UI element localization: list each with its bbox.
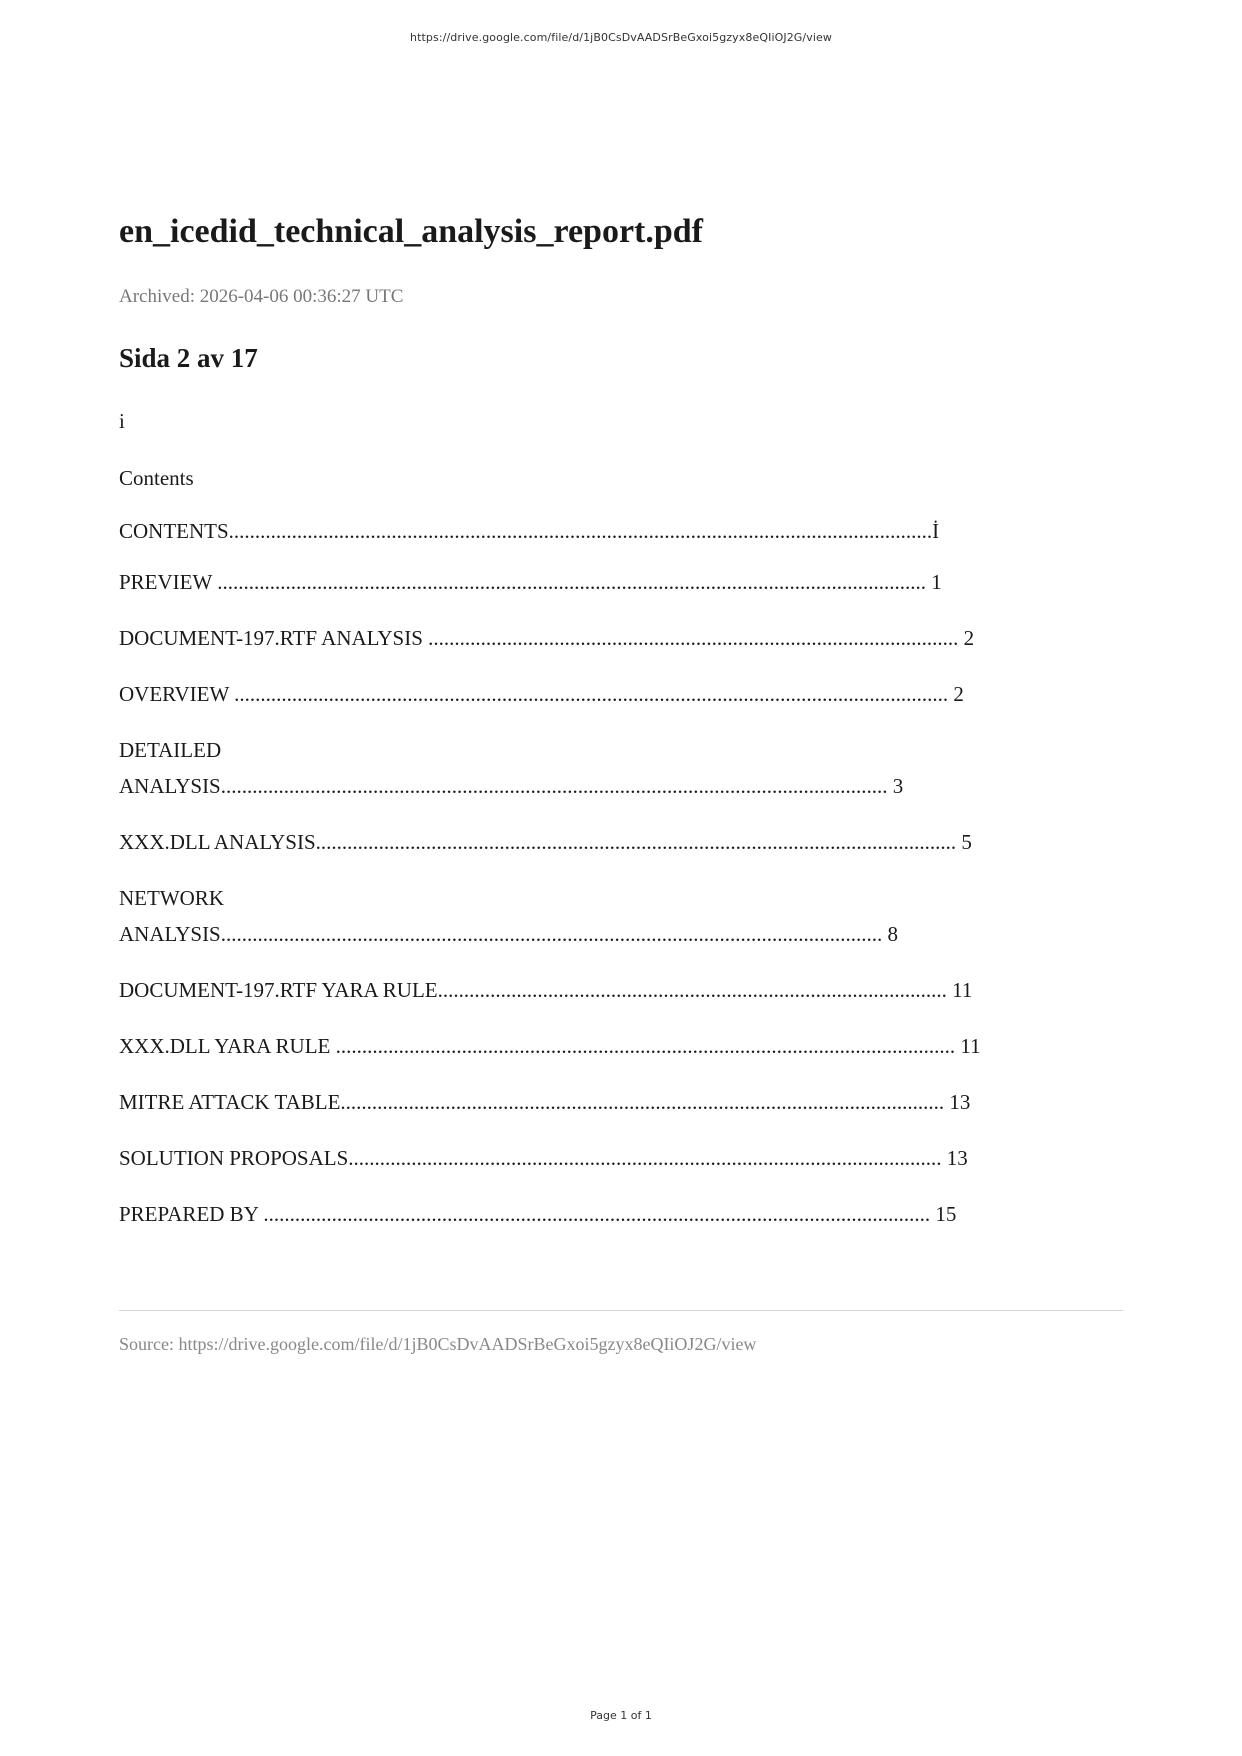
- toc-entry-xxx-dll-analysis: XXX.DLL ANALYSIS.......................................................................................................................... 5: [119, 830, 972, 854]
- toc-entry-detailed-analysis-line2: ANALYSIS............................................................................................................................... 3: [119, 774, 904, 798]
- page-number-footer: Page 1 of 1: [590, 1709, 652, 1722]
- toc-entry-detailed-analysis-line1: DETAILED: [119, 738, 222, 762]
- page-heading: Sida 2 av 17: [119, 343, 258, 373]
- roman-page-number: i: [119, 409, 125, 433]
- archived-timestamp: Archived: 2026-04-06 00:36:27 UTC: [119, 286, 404, 307]
- contents-label: Contents: [119, 466, 194, 490]
- document-title: en_icedid_technical_analysis_report.pdf: [119, 213, 703, 250]
- toc-entry-network-analysis-line1: NETWORK: [119, 886, 224, 910]
- toc-entry-mitre-attack-table: MITRE ATTACK TABLE................................................................................................................... 13: [119, 1090, 971, 1114]
- source-link[interactable]: Source: https://drive.google.com/file/d/1jB0CsDvAADSrBeGxoi5gzyx8eQIiOJ2G/view: [119, 1334, 757, 1354]
- toc-entry-xxx-dll-yara-rule: XXX.DLL YARA RULE ...................................................................................................................... 11: [119, 1034, 981, 1058]
- toc-entry-document-197-rtf-analysis: DOCUMENT-197.RTF ANALYSIS ..................................................................................................... 2: [119, 626, 975, 650]
- toc-entry-solution-proposals: SOLUTION PROPOSALS................................................................................................................. 13: [119, 1146, 968, 1170]
- source-divider: [119, 1310, 1123, 1311]
- toc-entry-prepared-by: PREPARED BY ............................................................................................................................... 15: [119, 1202, 957, 1226]
- toc-entry-preview: PREVIEW ....................................................................................................................................... 1: [119, 570, 942, 594]
- toc-entry-document-197-rtf-yara-rule: DOCUMENT-197.RTF YARA RULE................................................................................................. 11: [119, 978, 973, 1002]
- toc-entry-network-analysis-line2: ANALYSIS.............................................................................................................................. 8: [119, 922, 898, 946]
- toc-entry-contents: CONTENTS......................................................................................................................................İ: [119, 519, 940, 543]
- toc-entry-overview: OVERVIEW ........................................................................................................................................ 2: [119, 682, 964, 706]
- top-url-header: https://drive.google.com/file/d/1jB0CsDvAADSrBeGxoi5gzyx8eQIiOJ2G/view: [410, 31, 832, 44]
